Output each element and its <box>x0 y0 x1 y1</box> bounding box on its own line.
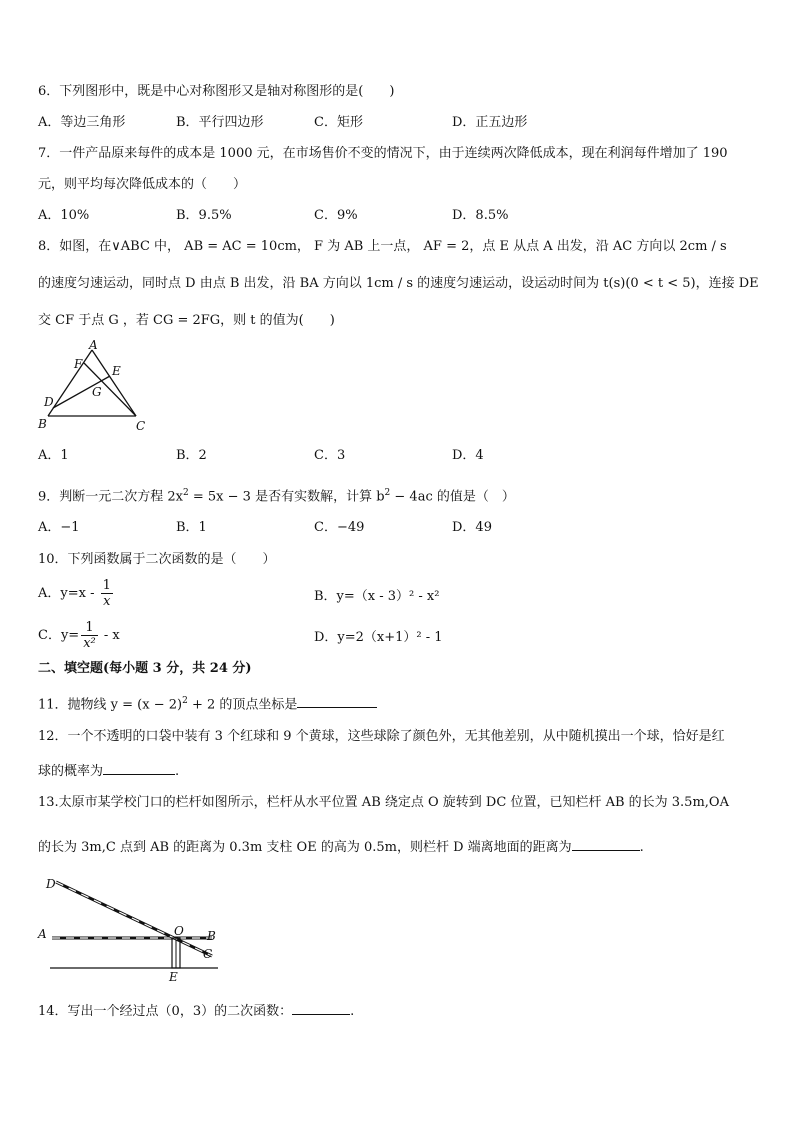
q9-stem-part-2: = 5x − 3 是否有实数解，计算 b <box>188 489 385 505</box>
q11-stem <box>38 692 377 714</box>
q10-option-a-fraction <box>101 578 113 609</box>
q9-exp-1: 2 <box>183 488 189 498</box>
q9-stem-part-3: − 4ac 的值是（ ） <box>390 489 515 505</box>
section-2-title: 二、填空题(每小题 3 分，共 24 分) <box>38 661 252 676</box>
q13-line-2 <box>38 836 644 857</box>
q8-label-e: E <box>112 364 121 378</box>
q13-line-2-text: 的长为 3m,C 点到 AB 的距离为 0.3m 支柱 OE 的高为 0.5m，则栏杆 D 端离地面的距离为 <box>38 840 572 855</box>
q13-answer-blank[interactable] <box>572 836 640 851</box>
q10-option-d: D．y=2（x+1）² - 1 <box>314 630 443 645</box>
q6-option-b: B．平行四边形 <box>176 115 264 130</box>
q8-option-d: D．4 <box>452 448 484 463</box>
q8-label-d: D <box>44 395 54 409</box>
q13-line-1: 13.太原市某学校门口的栏杆如图所示，栏杆从水平位置 AB 绕定点 O 旋转到 DC 位置，已知栏杆 AB 的长为 3.5m,OA <box>38 795 729 810</box>
q10-option-b: B．y=（x - 3）² - x² <box>314 589 440 604</box>
q9-option-b: B．1 <box>176 520 207 535</box>
q8-side-ab <box>48 350 92 416</box>
q10-option-c-denominator: x² <box>83 636 96 651</box>
q8-line-3: 交 CF 于点 G ，若 CG = 2FG，则 t 的值为( ) <box>38 313 335 328</box>
q8-label-a: A <box>89 338 98 352</box>
q10-option-a-text: A．y=x - <box>38 586 99 601</box>
q8-triangle-figure <box>34 338 154 436</box>
q12-line-2-text: 球的概率为 <box>38 764 104 779</box>
q8-label-b: B <box>38 417 47 431</box>
q8-label-g: G <box>92 385 102 399</box>
q8-line-2: 的速度匀速运动，同时点 D 由点 B 出发，沿 BA 方向以 1cm / s 的速度匀速运动，设运动时间为 t(s)(0 < t < 5)，连接 DE <box>38 276 759 291</box>
q10-option-c <box>38 620 120 651</box>
q7-option-b: B．9.5% <box>176 208 232 223</box>
q9-stem-part-1: 9．判断一元二次方程 2x <box>38 489 184 505</box>
q13-period: . <box>639 840 644 855</box>
q7-line-2: 元，则平均每次降低成本的（ ） <box>38 177 247 192</box>
q8-option-c: C．3 <box>314 448 346 463</box>
q10-option-c-numerator: 1 <box>81 620 98 636</box>
q9-option-c: C．−49 <box>314 520 365 535</box>
q14-stem <box>38 1000 354 1021</box>
q12-line-1: 12．一个不透明的口袋中装有 3 个红球和 9 个黄球，这些球除了颜色外，无其他差别，从中随机摸出一个球，恰好是红 <box>38 729 725 744</box>
q14-stem-text: 14．写出一个经过点（0，3）的二次函数： <box>38 1004 293 1019</box>
q11-exp: 2 <box>182 696 188 706</box>
q8-line-1: 8．如图，在∨ABC 中， AB = AC = 10cm， F 为 AB 上一点， AF = 2，点 E 从点 A 出发，沿 AC 方向以 2cm / s <box>38 239 727 254</box>
q6-option-a: A．等边三角形 <box>38 115 126 130</box>
q10-option-a-numerator: 1 <box>102 578 111 593</box>
q8-label-c: C <box>136 419 146 433</box>
q14-period: . <box>350 1004 355 1019</box>
q6-option-d: D．正五边形 <box>452 115 528 130</box>
q8-label-f: F <box>74 357 83 371</box>
q10-option-a-denominator: x <box>103 594 111 609</box>
q7-line-1: 7．一件产品原来每件的成本是 1000 元，在市场售价不变的情况下，由于连续两次降低成本，现在利润每件增加了 190 <box>38 146 728 161</box>
q11-answer-blank[interactable] <box>297 693 377 708</box>
q13-label-a: A <box>38 927 47 941</box>
q13-label-o: O <box>174 924 184 938</box>
q7-option-c: C．9% <box>314 208 358 223</box>
q8-option-a: A．1 <box>38 448 69 463</box>
q14-answer-blank[interactable] <box>292 1000 350 1015</box>
q7-option-d: D．8.5% <box>452 208 509 223</box>
q10-option-c-tail: - x <box>99 628 120 643</box>
q11-stem-part-2: + 2 的顶点坐标是 <box>187 697 298 713</box>
q6-option-c: C．矩形 <box>314 115 363 130</box>
q13-label-d: D <box>46 877 56 891</box>
q6-stem: 6．下列图形中，既是中心对称图形又是轴对称图形的是( ) <box>38 84 395 99</box>
q13-label-c: C <box>203 947 213 961</box>
q12-line-2 <box>38 760 179 781</box>
q9-exp-2: 2 <box>384 488 391 498</box>
q10-option-a <box>38 578 115 609</box>
q8-option-b: B．2 <box>176 448 207 463</box>
q9-option-d: D．49 <box>452 520 492 535</box>
q12-period: . <box>175 764 180 779</box>
q9-option-a: A．−1 <box>38 520 80 535</box>
q9-stem <box>38 484 515 506</box>
q13-barrier-figure <box>36 872 226 984</box>
q10-option-c-fraction <box>81 620 98 651</box>
q12-answer-blank[interactable] <box>103 760 175 775</box>
q11-stem-part-1: 11．抛物线 y = (x − 2) <box>38 697 183 713</box>
q13-label-b: B <box>207 929 216 943</box>
q10-option-c-text: C．y= <box>38 628 80 643</box>
q13-label-e: E <box>169 970 178 984</box>
q7-option-a: A．10% <box>38 208 90 223</box>
q10-stem: 10．下列函数属于二次函数的是（ ） <box>38 552 276 567</box>
